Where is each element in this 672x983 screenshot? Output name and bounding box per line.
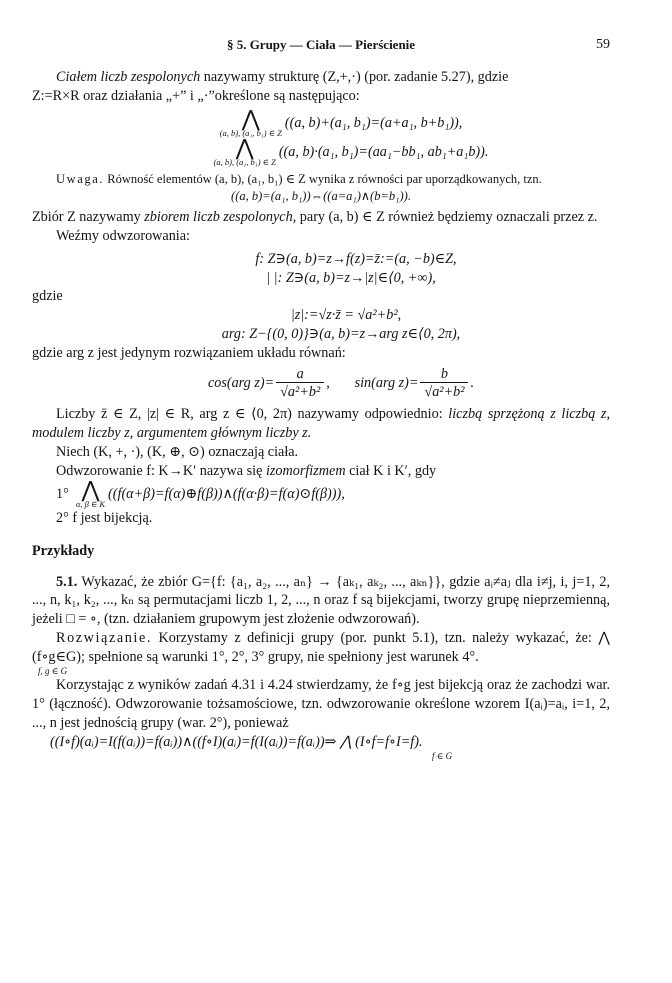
- conjugate-mapping: f: Z∋(a, b)=z→f(z)=z̄:=(a, −b)∈Z,: [255, 250, 457, 267]
- system-separator: ,: [326, 375, 330, 392]
- intro-line-2: Z:=R×R oraz działania „+” i „·”określone są następująco:: [32, 87, 360, 104]
- isomorphism-text-3: ciał K i K′, gdy: [345, 462, 437, 479]
- modulus-definition: |z|:=√z·z̄ = √a²+b²,: [290, 307, 402, 324]
- bijection-paragraph: Korzystając z wyników zadań 4.31 i 4.24 stwierdzamy, że f∘g jest bijekcją oraz że zachodzi war. 1° (łączność). Odwzorowanie tożsamościowe, tzn. odwzorowanie określone wzorem I(aᵢ)=aᵢ, i=1, 2, ..., n jest jednością grupy (war. 2°), ponieważ: [32, 677, 610, 731]
- cos-lhs: cos(arg z)=: [207, 375, 275, 392]
- sin-denominator: √a²+b²: [420, 382, 468, 401]
- example-5-1: [32, 573, 610, 629]
- solution-paragraph: [32, 629, 610, 666]
- argument-system: [32, 366, 610, 401]
- sin-lhs: sin(arg z)=: [354, 375, 419, 392]
- naming-text-1: Liczby z̄ ∈ Z, |z| ∈ R, arg z ∈ ⟨0, 2π) nazywamy odpowiednio:: [56, 406, 449, 423]
- cos-denominator: √a²+b²: [276, 382, 324, 401]
- isomorphism-text-1: Odwzorowanie f: K→K′ nazywa się: [56, 462, 266, 479]
- remark: [32, 171, 610, 188]
- page: [32, 36, 610, 761]
- quantifier-multiplication: ⋀ (a, b), (a₁, b₁) ∈ Z: [213, 135, 276, 168]
- condition-1-formula: ((f(α+β)=f(α)⊕f(β))∧(f(α·β)=f(α)⊙f(β))),: [108, 486, 345, 503]
- solution-quantifier-sub: f, g ∈ G: [38, 666, 68, 677]
- running-title: § 5. Grupy — Ciała — Pierścienie: [226, 37, 416, 52]
- multiplication-formula: ((a, b)·(a₁, b₁)=(aa₁−bb₁, ab₁+a₁b)).: [278, 144, 489, 161]
- condition-1-label: 1°: [56, 486, 69, 503]
- example-text: Wykazać, że zbiór G={f: {a₁, a₂, ..., aₙ} → {aₖ₁, aₖ₂, ..., aₖₙ}}, gdzie aᵢ≠aⱼ dla i≠j, i, j=1, 2, ..., n, k₁, k₂, ..., kₙ są permutacjami liczb 1, 2, ..., n oraz f są bijekcjami, tworzy grupę nieprzemienną, jeżeli □ = ∘, (tzn. działaniem grupowym jest złożenie odwzorowań).: [32, 573, 610, 628]
- quantifier-addition: ⋀ (a, b), (a₁, b₁) ∈ Z: [219, 106, 282, 139]
- term-izomorfizm: izomorfizmem: [265, 462, 346, 479]
- running-header: [32, 36, 610, 60]
- solution-text: Korzystamy z definicji grupy (por. punkt 5.1), tzn. należy wykazać, że: ⋀ (f∘g∈G); spełnione są warunki 1°, 2°, 3° grupy, nie spełniony jest warunek 4°.: [32, 629, 610, 665]
- remark-formula: ((a, b)=(a₁, b₁))⇔((a=a₁)∧(b=b₁)).: [231, 188, 411, 203]
- identity-quantifier-sub: f ∈ G: [432, 751, 453, 762]
- multiplication-definition: [32, 135, 610, 168]
- complex-set-text-1: Zbiór Z nazywamy: [32, 209, 145, 226]
- quantifier-condition-1: ⋀ α, β ∈ K: [75, 477, 106, 510]
- term-cialo-zespolone: Ciałem liczb zespolonych: [56, 69, 201, 85]
- gdzie-label: gdzie: [32, 288, 63, 305]
- page-number: 59: [596, 37, 610, 52]
- addition-formula: ((a, b)+(a₁, b₁)=(a+a₁, b+b₁)),: [284, 115, 463, 132]
- solution-label: Rozwiązanie.: [56, 629, 153, 646]
- naming-terms: liczbą sprzężoną z liczbą z, modulem liczby z, argumentem głównym liczby z.: [32, 406, 611, 442]
- condition-1: [32, 477, 610, 510]
- remark-text: Równość elementów (a, b), (a₁, b₁) ∈ Z wynika z równości par uporządkowanych, tzn.: [104, 172, 542, 187]
- quantifier-addition-sub: (a, b), (a₁, b₁) ∈ Z: [219, 128, 282, 139]
- intro-line-1-rest: nazywamy strukturę (Z,+,·) (por. zadanie 5.27), gdzie: [200, 69, 509, 85]
- isomorphism-definition: [32, 462, 610, 481]
- cos-fraction: [276, 366, 324, 401]
- term-zbior-liczb-zespolonych: zbiorem liczb zespolonych,: [144, 209, 297, 226]
- cos-numerator: a: [296, 366, 304, 383]
- argument-mapping: arg: Z−{(0, 0)}∋(a, b)=z→arg z∈⟨0, 2π),: [221, 325, 461, 342]
- section-title-przyklady: Przykłady: [32, 543, 95, 560]
- complex-set-paragraph: [32, 208, 610, 227]
- modulus-mapping: | |: Z∋(a, b)=z→|z|∈⟨0, +∞),: [266, 269, 436, 286]
- naming-paragraph: [32, 405, 610, 442]
- sin-fraction: [420, 366, 468, 401]
- quantifier-condition-1-sub: α, β ∈ K: [75, 499, 106, 510]
- fields-line: Niech (K, +, ·), (K, ⊕, ⊙) oznaczają ciała.: [56, 443, 299, 460]
- example-number: 5.1.: [56, 573, 78, 590]
- intro-line-1: [32, 68, 610, 87]
- argument-description: gdzie arg z jest jedynym rozwiązaniem układu równań:: [32, 344, 346, 361]
- identity-formula: ((I∘f)(aᵢ)=I(f(aᵢ))=f(aᵢ))∧((f∘I)(aᵢ)=f(I(aᵢ))=f(aᵢ))⇒ ⋀ (I∘f=f∘I=f).: [50, 733, 423, 750]
- condition-2: 2° f jest bijekcją.: [56, 510, 153, 527]
- remark-label: Uwaga.: [56, 172, 105, 187]
- system-end: .: [470, 375, 475, 392]
- mappings-intro: Weźmy odwzorowania:: [56, 228, 190, 245]
- addition-definition: [32, 106, 610, 139]
- quantifier-multiplication-sub: (a, b), (a₁, b₁) ∈ Z: [213, 157, 276, 168]
- complex-set-text-3: pary (a, b) ∈ Z również będziemy oznaczali przez z.: [296, 209, 598, 226]
- sin-numerator: b: [440, 366, 448, 383]
